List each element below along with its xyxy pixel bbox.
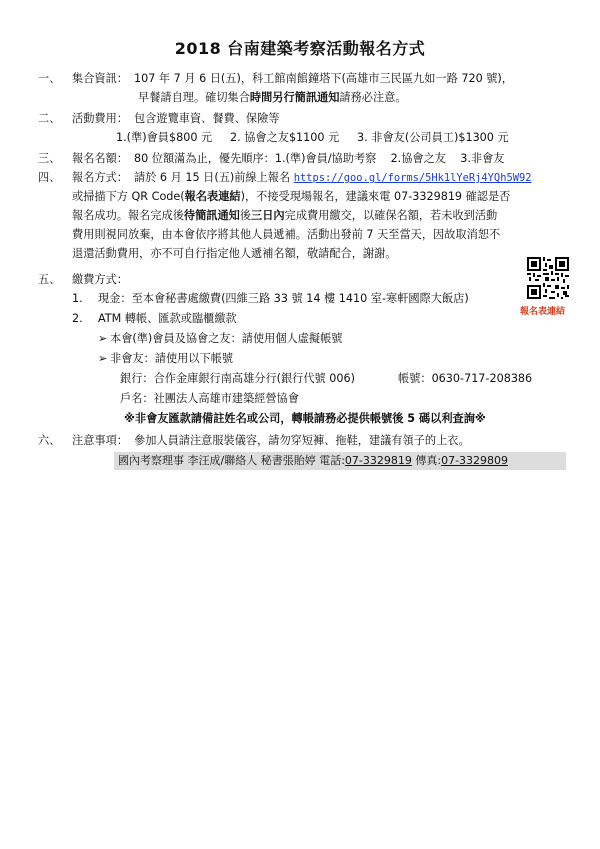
section-4-line-2: 或掃描下方 QR Code(報名表連結)，不接受現場報名，建議來電 07-3329819 確認是否 — [72, 190, 511, 203]
payment-bullet-member: ➢ 本會(準)會員及協會之友：請使用個人虛擬帳號 — [98, 330, 342, 348]
section-4-line-5: 退還活動費用，亦不可自行指定他人遞補名額，敬請配合，謝謝。 — [72, 247, 397, 260]
payment-item-2-number: 2. — [72, 312, 83, 325]
nonmember-payment-note: ※非會友匯款請備註姓名或公司，轉帳請務必提供帳號後 5 碼以利查詢※ — [124, 412, 486, 425]
section-6-label: 注意事項： — [72, 434, 128, 447]
section-2-label: 活動費用： — [72, 112, 128, 125]
section-1-line-2: 早餐請自理。確切集合時間另行簡訊通知請務必注意。 — [138, 91, 407, 104]
section-5-number: 五、 — [38, 273, 61, 286]
section-4-line-4: 費用則視同放棄，由本會依序將其他人員遞補。活動出發前 7 天至當天，因故取消恕不 — [72, 228, 501, 241]
payment-bullet-nonmember: ➢ 非會友：請使用以下帳號 — [98, 350, 233, 368]
bank-name: 銀行：合作金庫銀行南高雄分行(銀行代號 006) — [120, 372, 356, 385]
phone-number[interactable]: 07-3329819 — [344, 454, 412, 467]
section-4-number: 四、 — [38, 171, 61, 184]
section-3-number: 三、 — [38, 152, 61, 165]
qr-code-icon[interactable] — [527, 257, 569, 299]
payment-item-1-cash: 現金：至本會秘書處繳費(四維三路 33 號 14 樓 1410 室-寒軒國際大飯店) — [98, 292, 469, 305]
payment-item-1-number: 1. — [72, 292, 83, 305]
section-3-line-1: 80 位額滿為止，優先順序：1.(準)會員/協助考察 2.協會之友 3.非會友 — [134, 152, 505, 165]
section-1-line-1: 107 年 7 月 6 日(五)，科工館南館鐘塔下(高雄市三民區九如一路 720 號)， — [134, 72, 513, 85]
qr-code-label: 報名表連結 — [520, 307, 566, 317]
account-holder: 戶名：社團法人高雄市建築經營協會 — [120, 392, 300, 405]
fax-number[interactable]: 07-3329809 — [441, 454, 509, 467]
section-3-label: 報名名額： — [72, 152, 128, 165]
meeting-time-notice: 時間另行簡訊通知 — [249, 91, 340, 104]
section-4-line-3: 報名成功。報名完成後待簡訊通知後三日內完成費用繳交，以確保名額，若未收到活動 — [72, 209, 498, 222]
page-title: 2018 台南建築考察活動報名方式 — [174, 39, 426, 58]
section-6-number: 六、 — [38, 434, 61, 447]
arrow-bullet-icon: ➢ — [98, 332, 108, 345]
section-1-label: 集合資訊： — [72, 72, 128, 85]
contact-footer: 國內考察理事 李汪成/聯絡人 秘書張貽婷 電話:07-3329819 傳真:07-3329809 — [114, 452, 566, 470]
section-6-line-1: 參加人員請注意服裝儀容，請勿穿短褲、拖鞋，建議有領子的上衣。 — [134, 434, 470, 447]
section-4-label: 報名方式： — [72, 171, 128, 184]
payment-item-2-atm: ATM 轉帳、匯款或臨櫃繳款 — [98, 312, 237, 325]
section-2-number: 二、 — [38, 112, 61, 125]
section-5-label: 繳費方式： — [72, 273, 128, 286]
registration-form-link[interactable]: https://goo.gl/forms/5Hk1lYeRj4YQh5W92 — [293, 172, 532, 184]
fee-list: 1.(準)會員$800 元 2. 協會之友$1100 元 3. 非會友(公司員工)$1300 元 — [116, 131, 509, 144]
section-4-line-1: 請於 6 月 15 日(五)前線上報名 https://goo.gl/forms/5Hk1lYeRj4YQh5W92 — [134, 171, 532, 184]
bank-account: 帳號：0630-717-208386 — [398, 372, 533, 385]
arrow-bullet-icon: ➢ — [98, 352, 108, 365]
section-1-number: 一、 — [38, 72, 61, 85]
section-2-line-1: 包含遊覽車資、餐費、保險等 — [134, 112, 280, 125]
